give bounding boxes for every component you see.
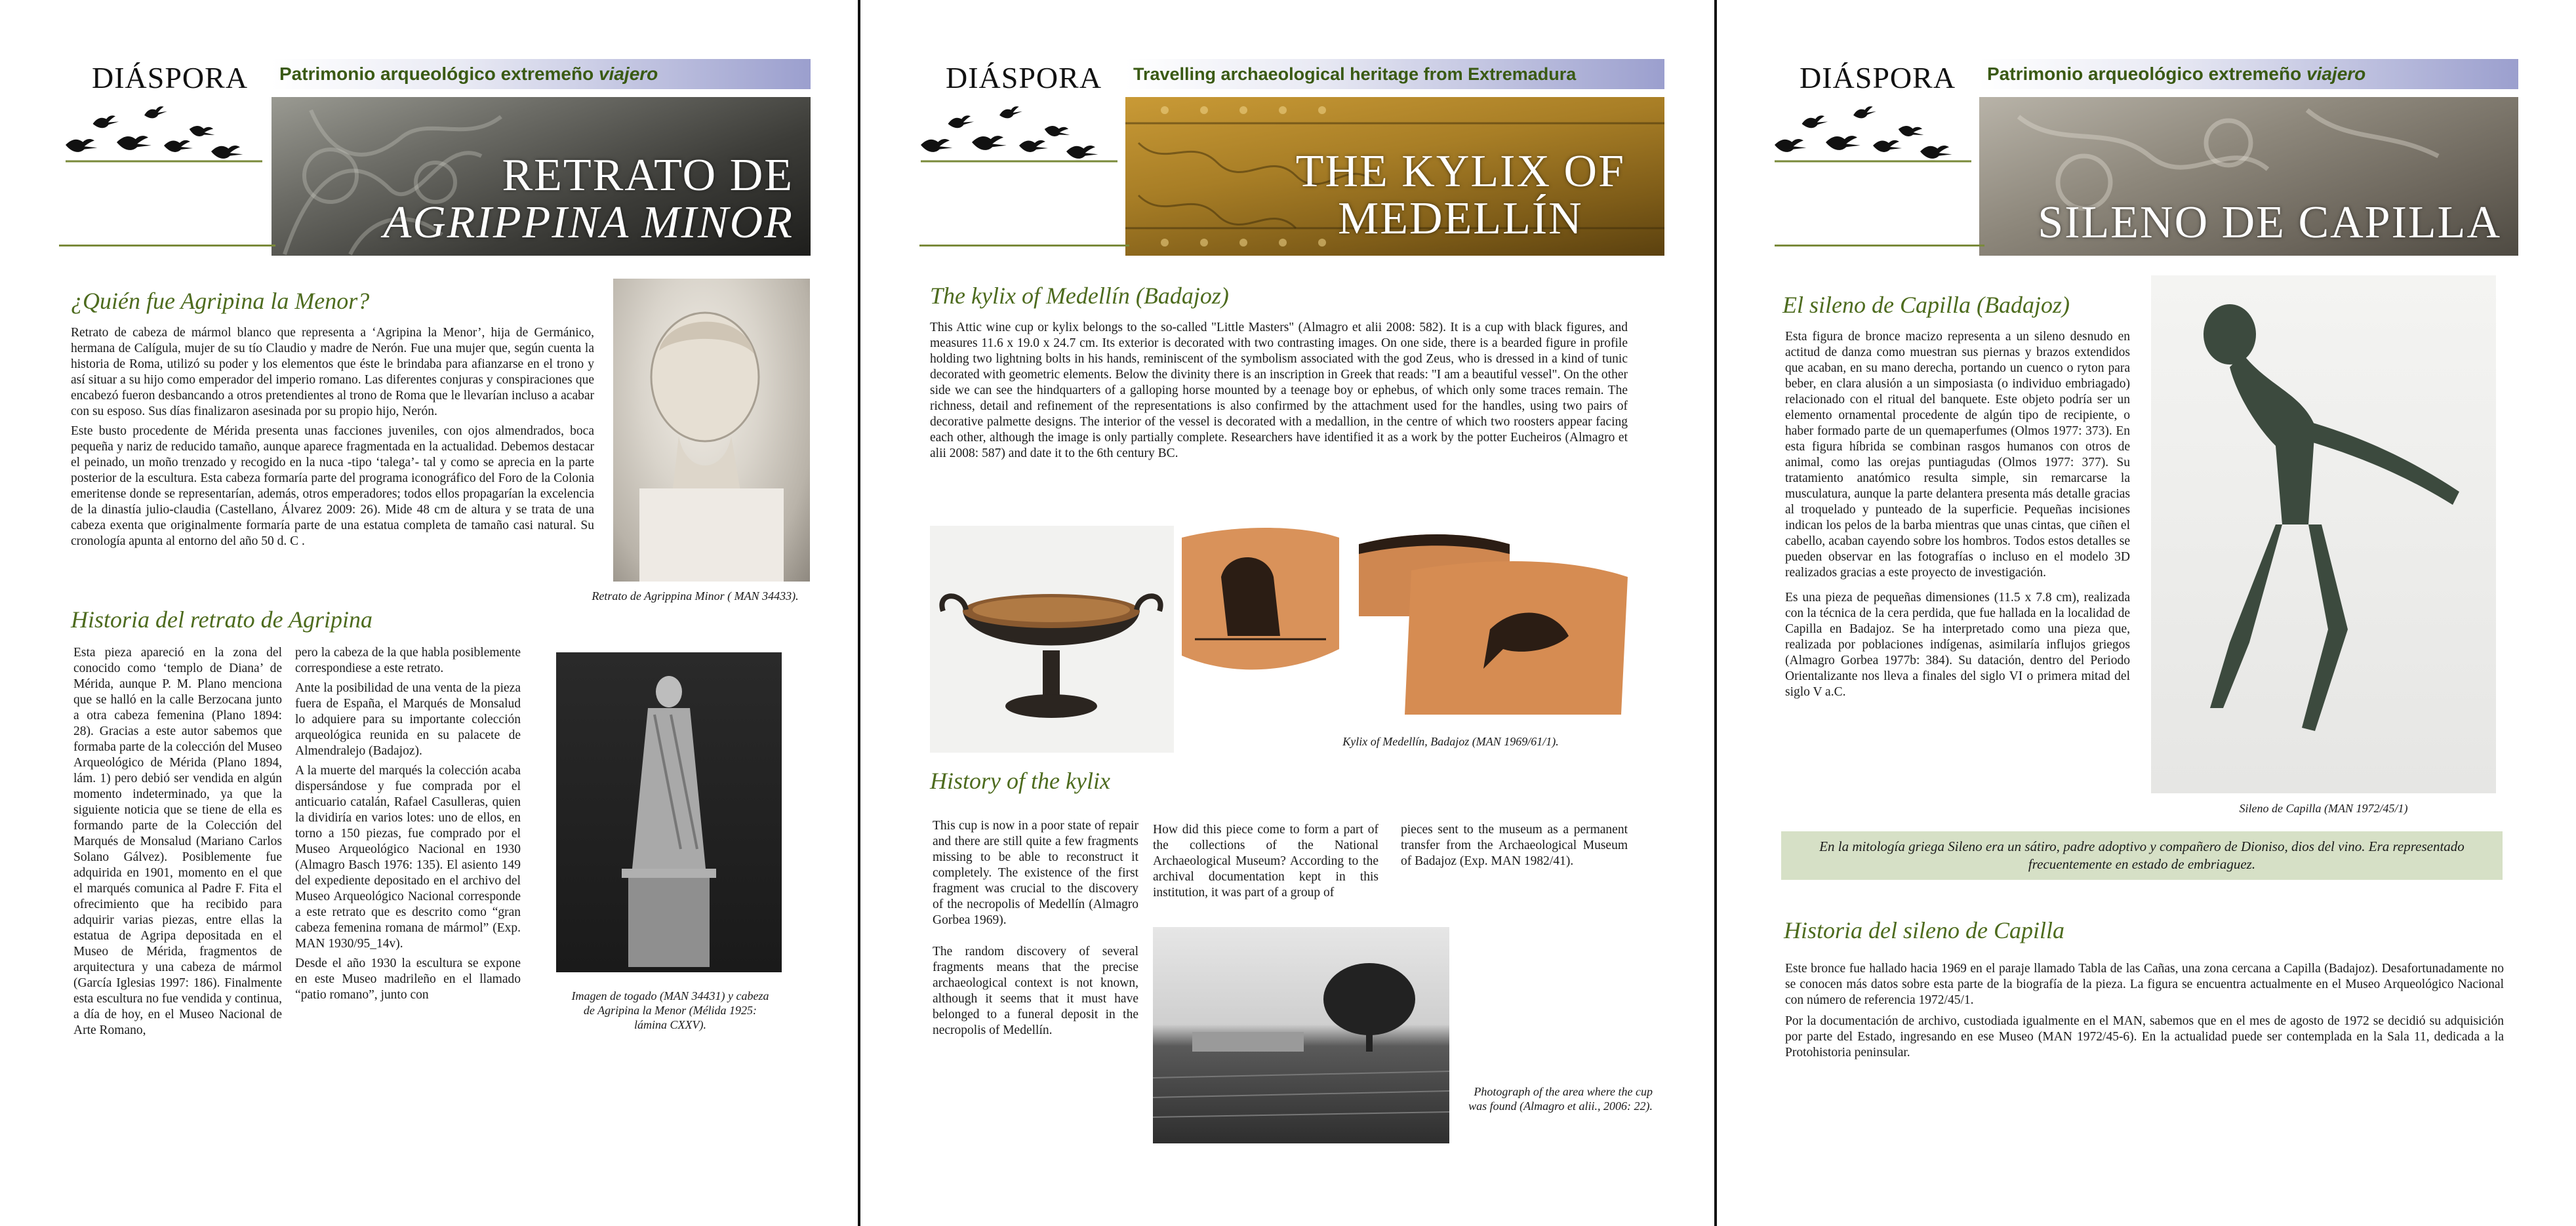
- history-column-3: pieces sent to the museum as a permanent transfer from the Archaeological Museum of Badajoz (Exp. MAN 1982/41).: [1401, 823, 1628, 868]
- diaspora-logo: DIÁSPORA: [92, 61, 249, 94]
- page-kylix: [860, 0, 1717, 1226]
- history-column-1: Esta pieza apareció en la zona del conocido como ‘templo de Diana’ de Mérida, aunque P. M. Plano menciona que se halló en la calle Berzocana junto a otra cabeza femenina (Plano 1894: 28). Gracias a este autor sabemos que formaba parte de la colección del Museo Arqueológico de Mérida (Plano 1894, lám. 1) pero debió ser vendida en algún momento indeterminado, ya que la siguiente noticia que se tiene de ella es formando parte de la Colección del Marqués de Monsalud (Mariano Carlos Solano Gálvez). Posiblemente fue adquirida en 1901, momento en el que el marqués comunica al Padre F. Fita el ofrecimiento que ha recibido para adquirir varias piezas, entre ellas la estatua de Agripa depositada en el Museo de Mérida, fragmentos de arquitectura y una cabeza de mármol (García Iglesias 1997: 186). Finalmente esta escultura no fue vendida y continua, a día de hoy, en el Museo Nacional de Arte Romano,: [73, 646, 282, 1037]
- history-column-2: How did this piece come to form a part of the collections of the National Archaeological Museum? According to the archival documentation kept in this institution, it was part of a group of: [1153, 823, 1379, 900]
- landscape-drawing: [1153, 927, 1449, 1143]
- header-rule: [1775, 245, 1984, 247]
- diaspora-logo: DIÁSPORA: [1800, 61, 1956, 94]
- page-sileno: [1717, 0, 2576, 1226]
- section-title-history: Historia del sileno de Capilla: [1784, 917, 2064, 943]
- banner-kylix-image: [1125, 97, 1664, 256]
- portrait-caption: Retrato de Agrippina Minor ( MAN 34433).: [592, 589, 799, 603]
- project-tagline: Patrimonio arqueológico extremeño viajero: [272, 59, 811, 89]
- section-title-history: History of the kylix: [930, 768, 1110, 794]
- banner-title: RETRATO DE AGRIPPINA MINOR: [383, 150, 794, 248]
- section-title-history: Historia del retrato de Agripina: [71, 606, 373, 633]
- birds-logo-icon: [66, 98, 275, 164]
- section-kylix-text: This Attic wine cup or kylix belongs to the so-called "Little Masters" (Almagro et alii 2008: 582). It is a cup with black figures, and measures 11.6 x 19.0 x 24.7 cm. Its exterior is decorated with two contrasting images. On one side, there is a bearded figure in profile holding two lightning bolts in his hands, reminiscent of the symbolism associated with the god Zeus, who is dressed in a kind of tunic decorated with geometric elements. Below the divinity there is an inscription in Greek that reads: "I am a beautiful vessel". On the other side we can see the hindquarters of a galloping horse mounted by a teenage boy or ephebus, of which only some traces remain. The richness, detail and refinement of the representations is also confirmed by the attachment used for the handles, using two pairs of decorative palmette designs. The interior of the vessel is decorated with a medallion, in the centre of which two roosters appear facing each other, although the image is only partially complete. Researchers have identified it as a work by the potter Eucheiros (Almagro et alii 2008: 587) and date it to the 6th century BC.: [930, 321, 1628, 460]
- kylix-fragment-zeus-photo: [1182, 524, 1339, 682]
- history-text: Este bronce fue hallado hacia 1969 en el paraje llamado Tabla de las Cañas, una zona cercana a Capilla (Badajoz). Desafortunadamente no se conocen más datos sobre esta parte de la biografía de la pieza. La figura se encuentra actualmente en el Museo Arqueológico Nacional con número de referencia 1972/45/1. Por la documentación de archivo, custodiada igualmente en el MAN, sabemos que en el mes de agosto de 1972 se decidió su adquisición por parte del Estado, ingresando en ese Museo (MAN 1972/45-6). En la actualidad puede ser contemplada en la Sala 11, dedicada a la Protohistoria peninsular.: [1785, 962, 2504, 1059]
- section-sileno-text: Esta figura de bronce macizo representa a un sileno desnudo en actitud de danza como muestran sus piernas y brazos extendidos que acaban, en su mano derecha, portando un cuenco o ryton para beber, en clara alusión a un simposiasta (o individuo embriagado) relacionado con el ritual del banquete. Este objeto podría ser un elemento ornamental procedente de algún tipo de recipiente, o haber formado parte de un quemaperfumes (Olmos 1977: 373). En esta figura híbrida se combinan rasgos humanos con otros de animal, como las orejas puntiagudas (Olmos 1977: 377). Su tratamiento anatómico resulta simple, sin remarcarse la musculatura, aunque la parte delantera presenta más detalle gracias al troquelado y punteado de la superficie. Pequeñas incisiones indican los pelos de la barba mientras que unas cintas, que ciñen el cabello, acaban cayendo sobre los hombros. Todos estos detalles se pueden observar en las fotografías o incluso en el modelo 3D realizados gracias a este proyecto de investigación. Es una pieza de pequeñas dimensiones (11.5 x 7.8 cm), realizada con la técnica de la cera perdida, que fue hallada en la localidad de Capilla en Badajoz. Se ha interpretado como una pieza que, realizada por poblaciones indígenas, asimilaría influjos griegos (Almagro Gorbea 1977b: 384). Su datación, dentro del Periodo Orientalizante nos lleva a finales del siglo VI o primera mitad del siglo V a.C.: [1785, 330, 2130, 699]
- project-tagline: Patrimonio arqueológico extremeño viajero: [1979, 59, 2518, 89]
- diaspora-logo: DIÁSPORA: [946, 61, 1102, 94]
- section-title-sileno: El sileno de Capilla (Badajoz): [1782, 292, 2070, 318]
- kylix-caption: Kylix of Medellín, Badajoz (MAN 1969/61/1).: [1342, 735, 1559, 748]
- banner-relief-image: [272, 97, 811, 256]
- findspot-caption: Photograph of the area where the cup was found (Almagro et alii., 2006: 22).: [1468, 1085, 1653, 1113]
- togado-statue-photo: [556, 652, 782, 972]
- section-title-kylix: The kylix of Medellín (Badajoz): [930, 283, 1229, 309]
- project-tagline: Travelling archaeological heritage from Extremadura: [1125, 59, 1664, 89]
- sileno-bronze-photo: [2151, 275, 2496, 793]
- banner-relief-image: [1979, 97, 2518, 256]
- sileno-caption: Sileno de Capilla (MAN 1972/45/1): [2239, 802, 2408, 815]
- banner-title: THE KYLIX OF MEDELLÍN: [1295, 146, 1625, 244]
- birds-logo-icon: [921, 98, 1131, 164]
- mythology-quote-box: En la mitología griega Sileno era un sátiro, padre adoptivo y compañero de Dioniso, dios del vino. Era representado frecuentemente en estado de embriaguez.: [1781, 831, 2503, 880]
- agrippina-portrait-photo: [613, 279, 810, 582]
- kylix-fragment-horse-photo: [1405, 557, 1628, 718]
- marble-head-drawing: [613, 279, 810, 582]
- birds-logo-icon: [1775, 98, 1984, 164]
- fragment-drawing: [1182, 524, 1339, 682]
- banner-title: SILENO DE CAPILLA: [2038, 197, 2501, 248]
- statue-caption: Imagen de togado (MAN 34431) y cabeza de Agripina la Menor (Mélida 1925: lámina CXXV).: [571, 989, 769, 1031]
- header-rule: [59, 245, 275, 247]
- history-column-2: pero la cabeza de la que habla posiblemente correspondiese a este retrato. Ante la posibilidad de una venta de la pieza fuera de España, el Marqués de Monsalud lo adquiere para su importante colección arqueológica reunida en su palacete de Almendralejo (Badajoz). A la muerte del marqués la colección acaba dispersándose y fue comprada por el anticuario catalán, Rafael Casulleras, quien la dividiría en varios lotes: uno de ellos, en torno a 150 piezas, fue comprado por el Museo Arqueológico Nacional en 1930 (Almagro Basch 1976: 135). El asiento 149 del expediente depositado en el archivo del Museo Arqueológico Nacional corresponde a este retrato que es descrito como “gran cabeza femenina romana de mármol” (Exp. MAN 1930/95_14v). Desde el año 1930 la escultura se expone en este Museo madrileño en el llamado “patio romano”, junto con: [295, 646, 521, 1002]
- bronze-figure-drawing: [2151, 275, 2496, 793]
- page-agrippina: [0, 0, 860, 1226]
- kylix-cup-photo: [930, 526, 1174, 753]
- section-who-text: Retrato de cabeza de mármol blanco que representa a ‘Agripina la Menor’, hija de Germánico, hermana de Calígula, mujer de su tío Claudio y madre de Nerón. Fue una mujer que, según cuenta la historia de Roma, utilizó su poder y los elementos que éste le brindaba para afianzarse en el trono y así situar a su hijo como emperador del imperio romano. Las diferentes conjuras y conspiraciones que encabezó fueron desbancando a otros pretendientes al trono de Roma que le llevarían incluso a acabar con su esposo. Sus días finalizaron asesinada por su propio hijo, Nerón. Este busto procedente de Mérida presenta unas facciones juveniles, con ojos almendrados, boca pequeña y nariz de reducido tamaño, aunque aparece fragmentada en la actualidad. Debemos destacar el peinado, un moño trenzado y recogido en la nuca -tipo ‘talega’- tal y como se aprecia en la parte posterior de la escultura. Esta cabeza formaría parte del programa iconográfico del Foro de la Colonia emeritense donde se representarían, además, otros emperadores; todos ellos propagarían la excelencia de la dinastía julio-claudia (Castellano, Álvarez 2009: 26). Mide 48 cm de altura y se trata de una cabeza exenta que originalmente formaría parte de una estatua completa de tamaño casi natural. Su cronología apunta al entorno del año 50 d. C .: [71, 326, 594, 548]
- history-column-1: This cup is now in a poor state of repair and there are still quite a few fragments missing to be able to reconstruct it completely. The existence of the first fragment was crucial to the discovery of the necropolis of Medellín (Almagro Gorbea 1969). The random discovery of several fragments means that the precise archaeological context is not known, although it seems that it must have belonged to a funeral deposit in the necropolis of Medellín.: [933, 819, 1138, 1037]
- findspot-photo: [1153, 927, 1449, 1143]
- section-title-who: ¿Quién fue Agripina la Menor?: [71, 288, 370, 314]
- statue-drawing: [556, 652, 782, 972]
- horse-fragment-drawing: [1405, 557, 1628, 718]
- header-rule: [919, 245, 1129, 247]
- kylix-drawing: [930, 526, 1174, 753]
